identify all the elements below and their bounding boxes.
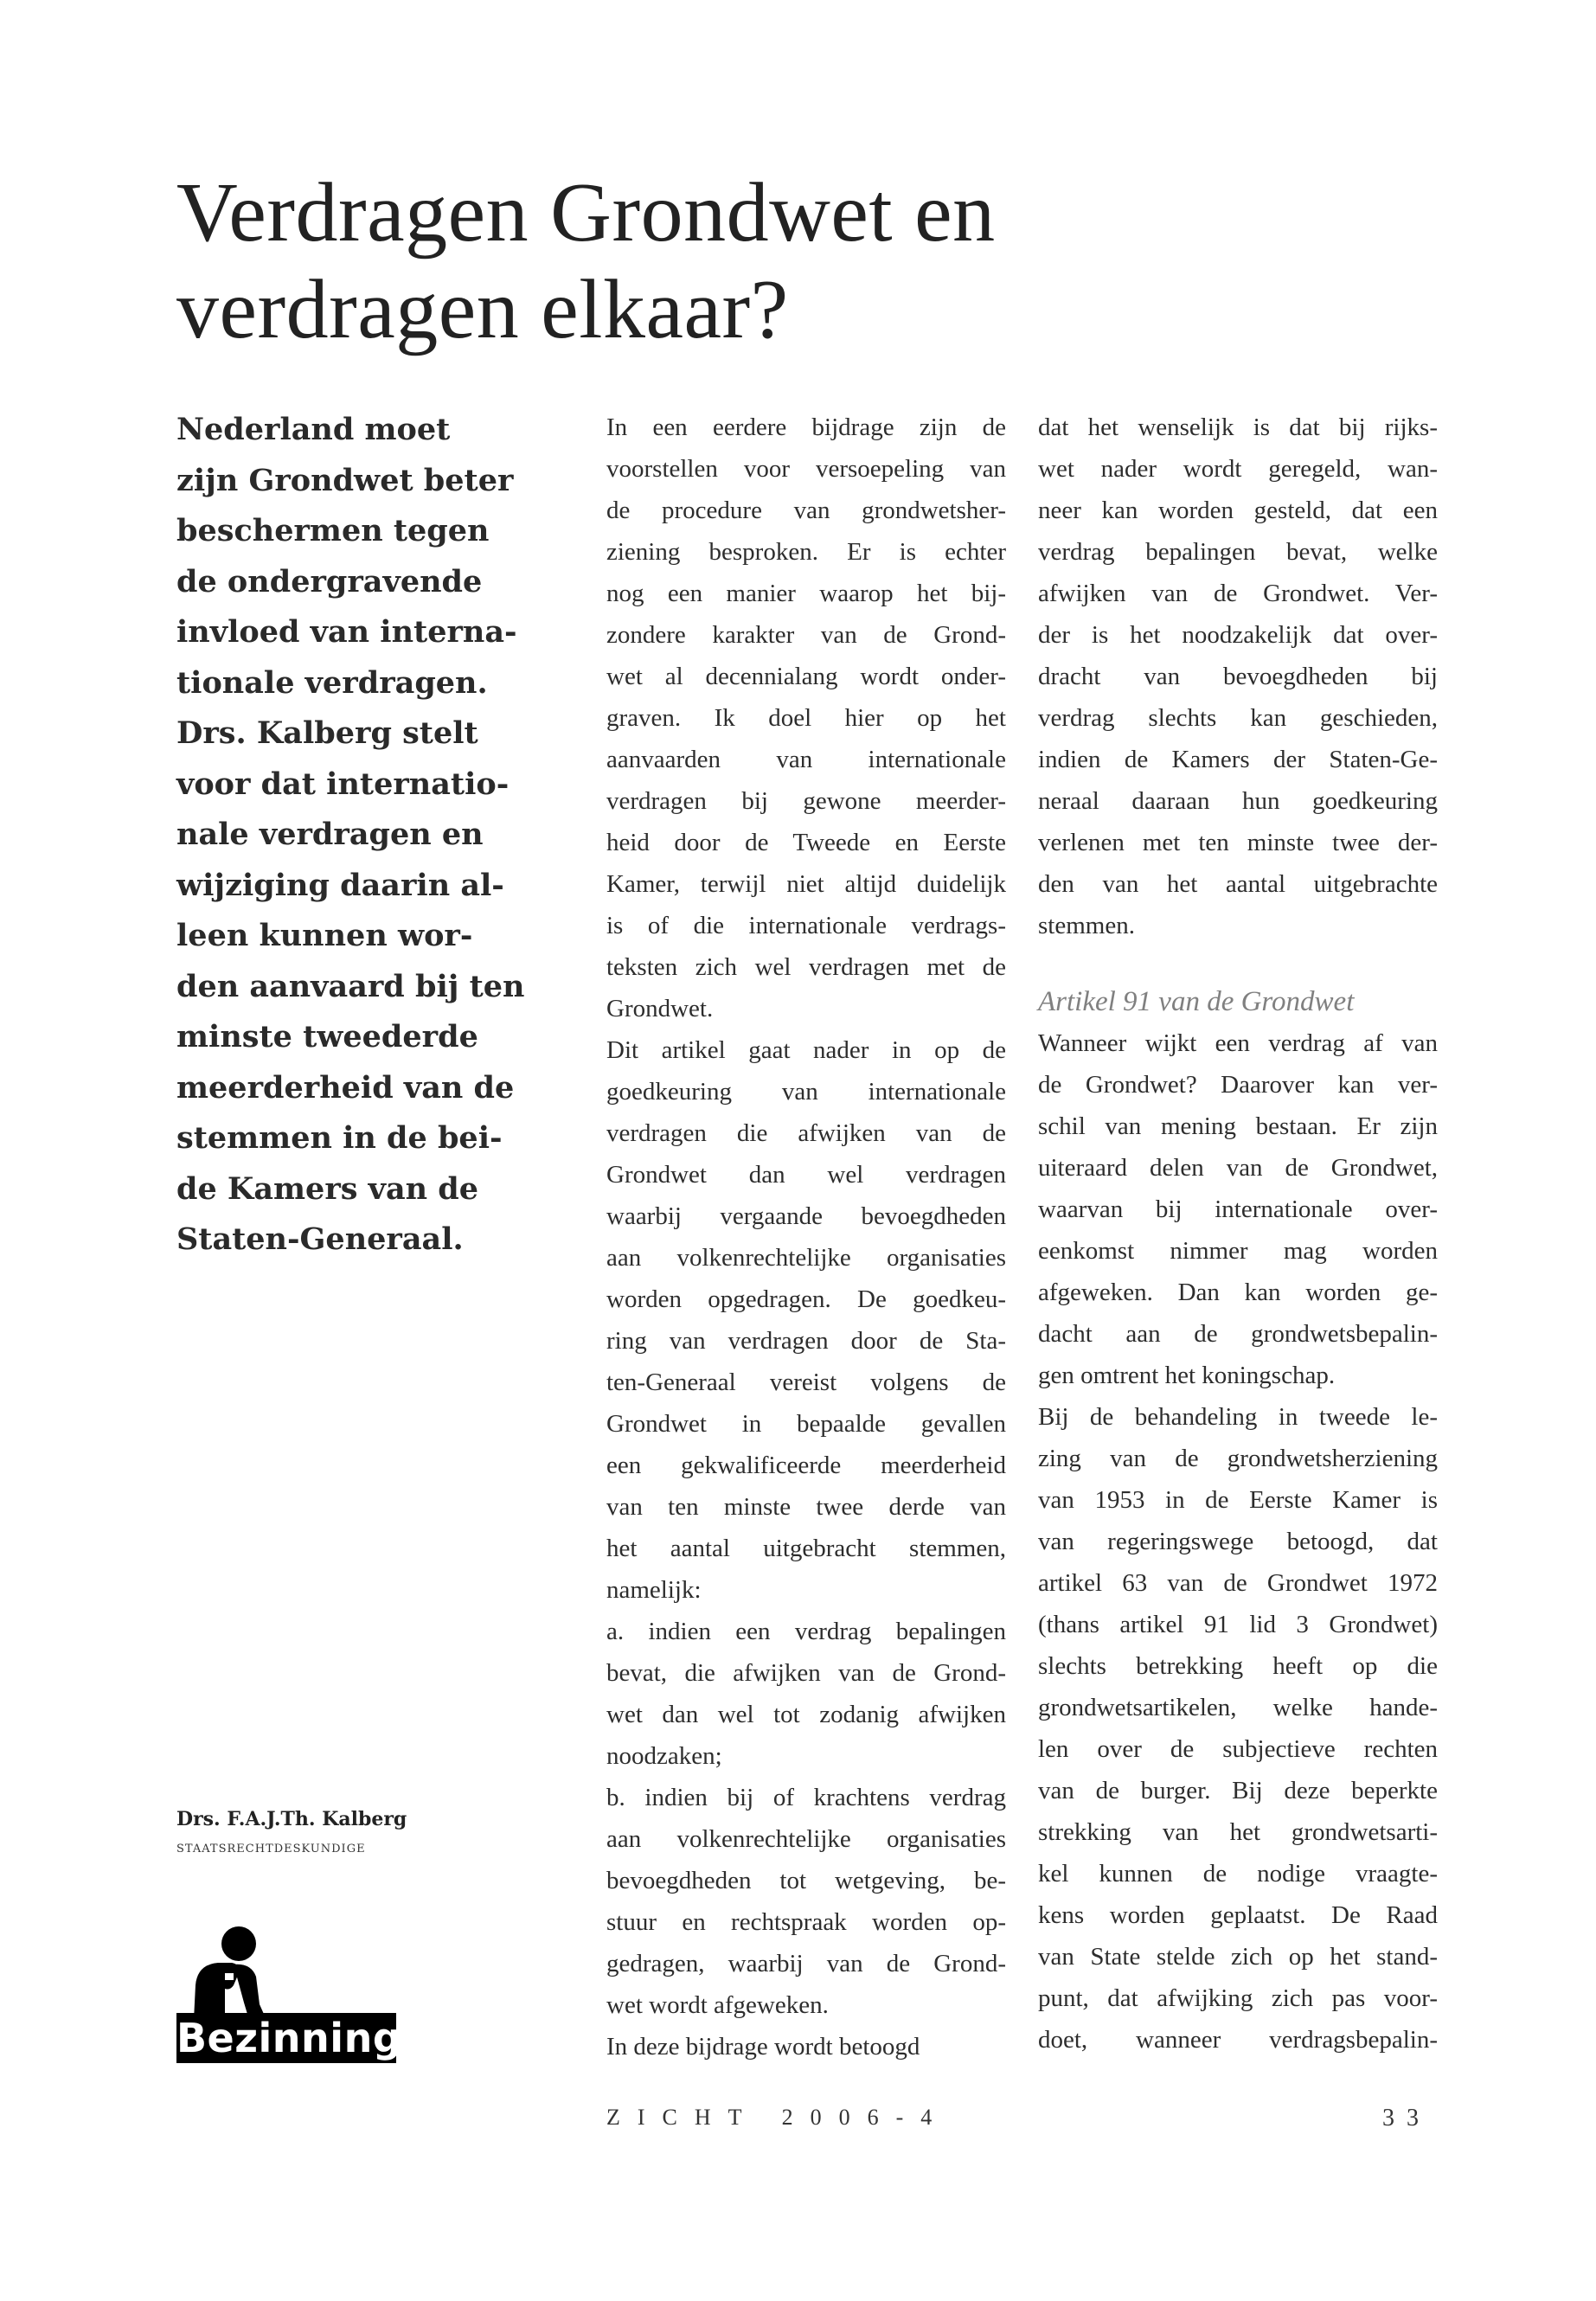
text-line: kel kunnen de nodige vraagte- (1038, 1860, 1438, 1888)
text-line: den van het aantal uitgebrachte (1038, 870, 1438, 898)
text-line: zondere karakter van de Grond- (606, 621, 1006, 649)
lead-paragraph (176, 405, 525, 1266)
body-column-2 (1038, 407, 1438, 2061)
journal-footer: ZICHT 2006-4 (606, 2105, 950, 2130)
text-line: verdrag slechts kan geschieden, (1038, 704, 1438, 732)
text-line: Dit artikel gaat nader in op de (606, 1036, 1006, 1064)
text-line: len over de subjectieve rechten (1038, 1735, 1438, 1763)
lead-line: Drs. Kalberg stelt (176, 715, 478, 751)
text-line: Kamer, terwijl niet altijd duidelijk (606, 870, 1006, 898)
text-line: waarvan bij internationale over- (1038, 1195, 1438, 1223)
text-line: stemmen. (1038, 912, 1135, 939)
text-line: Bij de behandeling in tweede le- (1038, 1403, 1438, 1431)
lead-line: de Kamers van de (176, 1170, 479, 1207)
text-line: afgeweken. Dan kan worden ge- (1038, 1279, 1438, 1306)
logo-label: Bezinning (176, 2015, 402, 2061)
text-line: gedragen, waarbij van de Grond- (606, 1950, 1006, 1977)
text-line: indien de Kamers der Staten-Ge- (1038, 746, 1438, 773)
text-line: ring van verdragen door de Sta- (606, 1327, 1006, 1355)
text-line: punt, dat afwijking zich pas voor- (1038, 1984, 1438, 2012)
lead-line: de ondergravende (176, 563, 483, 599)
text-line: wet dan wel tot zodanig afwijken (606, 1701, 1006, 1728)
text-line: Grondwet dan wel verdragen (606, 1161, 1006, 1189)
text-line: een gekwalificeerde meerderheid (606, 1452, 1006, 1479)
text-line: bevat, die afwijken van de Grond- (606, 1659, 1006, 1687)
text-line: kens worden geplaatst. De Raad (1038, 1901, 1438, 1929)
text-line: noodzaken; (606, 1742, 722, 1770)
text-line: neraal daaraan hun goedkeuring (1038, 787, 1438, 815)
text-line: uiteraard delen van de Grondwet, (1038, 1154, 1438, 1182)
text-line: artikel 63 van de Grondwet 1972 (1038, 1569, 1438, 1597)
body-column-1 (606, 407, 1006, 2067)
text-line: van State stelde zich op het stand- (1038, 1943, 1438, 1971)
lead-line: voor dat internatio- (176, 766, 510, 802)
text-line: namelijk: (606, 1576, 702, 1604)
text-line: eenkomst nimmer mag worden (1038, 1237, 1438, 1265)
text-line: het aantal uitgebracht stemmen, (606, 1535, 1006, 1562)
thinking-person-icon (176, 1925, 396, 2020)
lead-line: beschermen tegen (176, 513, 490, 548)
text-line: grondwetsartikelen, welke hande- (1038, 1694, 1438, 1721)
text-line: van 1953 in de Eerste Kamer is (1038, 1486, 1438, 1514)
text-line: van ten minste twee derde van (606, 1493, 1006, 1521)
text-line: ten-Generaal vereist volgens de (606, 1368, 1006, 1396)
text-line: schil van mening bestaan. Er zijn (1038, 1112, 1438, 1140)
author-name: Drs. F.A.J.Th. Kalberg (176, 1808, 407, 1830)
text-line: Grondwet in bepaalde gevallen (606, 1410, 1006, 1438)
lead-line: meerderheid van de (176, 1069, 515, 1106)
lead-line: Nederland moet (176, 412, 451, 447)
text-line: goedkeuring van internationale (606, 1078, 1006, 1106)
text-line: bevoegdheden tot wetgeving, be- (606, 1867, 1006, 1894)
text-line: heid door de Tweede en Eerste (606, 829, 1006, 856)
text-line: verdragen bij gewone meerder- (606, 787, 1006, 815)
title-line-1: Verdragen Grondwet en (176, 166, 996, 260)
text-line: wet nader wordt geregeld, wan- (1038, 455, 1438, 483)
text-line: wet al decennialang wordt onder- (606, 663, 1006, 690)
text-line: strekking van het grondwetsarti- (1038, 1818, 1438, 1846)
lead-line: invloed van interna- (176, 614, 517, 650)
text-line: aan volkenrechtelijke organisaties (606, 1244, 1006, 1272)
column-2-bottom-text (1038, 1022, 1438, 2061)
text-line: In deze bijdrage wordt betoogd (606, 2033, 920, 2061)
text-line: (thans artikel 91 lid 3 Grondwet) (1038, 1611, 1438, 1638)
text-line: zing van de grondwetsherziening (1038, 1445, 1438, 1472)
text-line: verlenen met ten minste twee der- (1038, 829, 1438, 856)
text-line: b. indien bij of krachtens verdrag (606, 1784, 1006, 1811)
text-line: voorstellen voor versoepeling van (606, 455, 1006, 483)
lead-line: stemmen in de bei- (176, 1120, 503, 1156)
text-line: neer kan worden gesteld, dat een (1038, 497, 1438, 524)
text-line: slechts betrekking heeft op die (1038, 1652, 1438, 1680)
text-line: nog een manier waarop het bij- (606, 580, 1006, 607)
text-line: dracht van bevoegdheden bij (1038, 663, 1438, 690)
text-line: graven. Ik doel hier op het (606, 704, 1006, 732)
text-line: dacht aan de grondwetsbepalin- (1038, 1320, 1438, 1348)
text-line: aanvaarden van internationale (606, 746, 1006, 773)
text-line: verdrag bepalingen bevat, welke (1038, 538, 1438, 566)
text-line: gen omtrent het koningschap. (1038, 1362, 1336, 1389)
lead-line: Staten-Generaal. (176, 1221, 464, 1257)
text-line: de procedure van grondwetsher- (606, 497, 1006, 524)
lead-line: wijziging daarin al- (176, 867, 504, 903)
lead-line: minste tweederde (176, 1019, 478, 1054)
lead-line: den aanvaard bij ten (176, 968, 525, 1004)
text-line: de Grondwet? Daarover kan ver- (1038, 1071, 1438, 1099)
text-line: worden opgedragen. De goedkeu- (606, 1285, 1006, 1313)
author-role: STAATSRECHTDESKUNDIGE (176, 1843, 366, 1856)
title-line-2: verdragen elkaar? (176, 263, 789, 356)
lead-line: tionale verdragen. (176, 664, 488, 701)
page-number: 33 (1382, 2105, 1431, 2131)
text-line: teksten zich wel verdragen met de (606, 953, 1006, 981)
lead-line: leen kunnen wor- (176, 918, 473, 953)
text-line: wet wordt afgeweken. (606, 1991, 829, 2019)
article-title (176, 164, 1474, 358)
text-line: der is het noodzakelijk dat over- (1038, 621, 1438, 649)
column-2-top-text (1038, 407, 1438, 946)
text-line: aan volkenrechtelijke organisaties (606, 1825, 1006, 1853)
text-line: waarbij vergaande bevoegdheden (606, 1202, 1006, 1230)
bezinning-logo (176, 1925, 402, 2063)
text-line: ziening besproken. Er is echter (606, 538, 1006, 566)
lead-line: nale verdragen en (176, 817, 484, 852)
section-subheading: Artikel 91 van de Grondwet (1038, 986, 1355, 1017)
text-line: stuur en rechtspraak worden op- (606, 1908, 1006, 1936)
text-line: van regeringswege betoogd, dat (1038, 1528, 1438, 1555)
text-line: doet, wanneer verdragsbepalin- (1038, 2026, 1438, 2054)
text-line: In een eerdere bijdrage zijn de (606, 413, 1006, 441)
text-line: van de burger. Bij deze beperkte (1038, 1777, 1438, 1804)
text-line: afwijken van de Grondwet. Ver- (1038, 580, 1438, 607)
lead-line: zijn Grondwet beter (176, 462, 514, 498)
text-line: a. indien een verdrag bepalingen (606, 1618, 1006, 1645)
text-line: Grondwet. (606, 995, 714, 1022)
text-line: Wanneer wijkt een verdrag af van (1038, 1029, 1438, 1057)
text-line: dat het wenselijk is dat bij rijks- (1038, 413, 1438, 441)
text-line: is of die internationale verdrags- (606, 912, 1006, 939)
text-line: verdragen die afwijken van de (606, 1119, 1006, 1147)
